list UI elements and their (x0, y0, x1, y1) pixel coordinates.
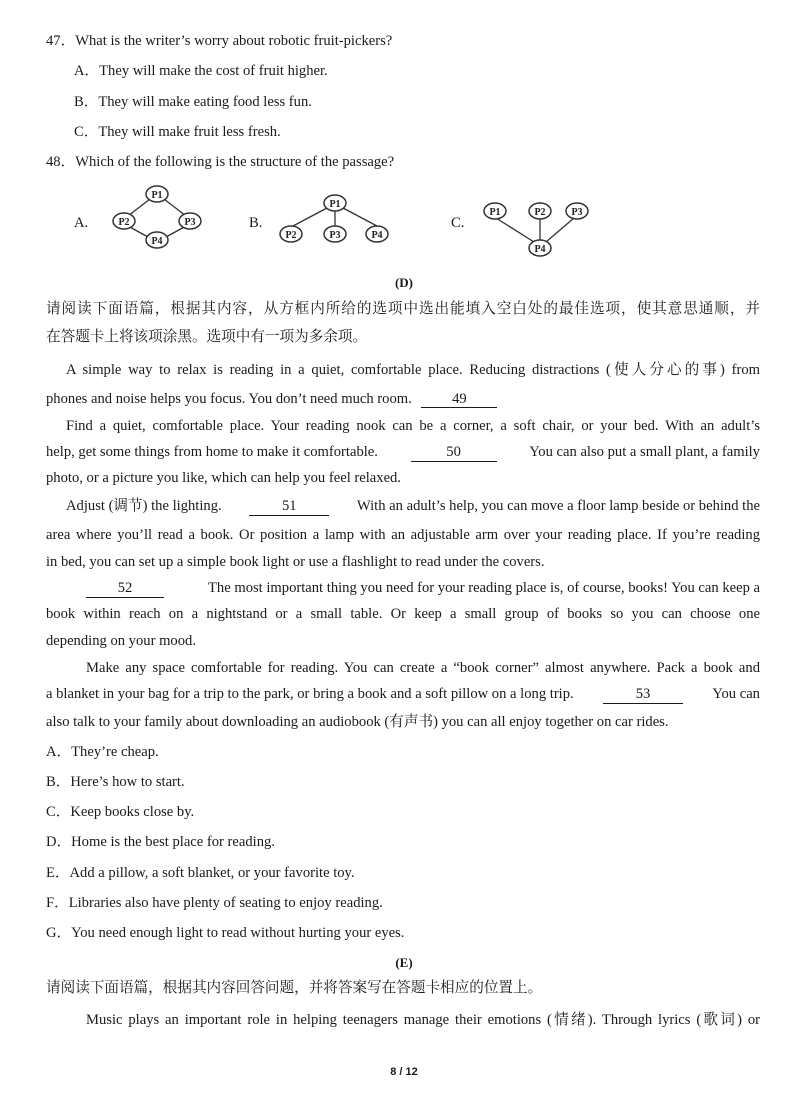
q47-option-a: A．They will make the cost of fruit higher. (74, 63, 328, 79)
q47-option-b: B．They will make eating food less fun. (74, 94, 312, 110)
diagram-b-node-3: P3 (329, 230, 341, 241)
passage-p4-line3: depending on your mood. (46, 633, 196, 649)
blank-52[interactable]: 52 (86, 580, 164, 598)
diagram-c-node-4: P4 (534, 244, 546, 255)
passage-p1-line2 (46, 391, 760, 409)
option-f: F．Libraries also have plenty of seating to enjoy reading. (46, 895, 383, 911)
structure-diagram-c (478, 198, 594, 268)
option-a: A．They’re cheap. (46, 744, 159, 760)
blank-51[interactable]: 51 (249, 498, 329, 516)
passage-text: phones and noise helps you focus. You don’t need much room. (46, 391, 412, 407)
option-b: B．Here’s how to start. (46, 774, 185, 790)
passage-p3-line3: in bed, you can set up a simple book light or use a flashlight to read under the covers. (46, 554, 545, 570)
passage-p2-line2 (46, 444, 760, 462)
section-e-heading: (E) (395, 955, 413, 970)
section-d-instruction-2: 在答题卡上将该项涂黑。选项中有一项为多余项。 (46, 329, 368, 345)
structure-diagram-a (110, 183, 210, 255)
q48-label-b: B. (249, 215, 263, 231)
blank-49[interactable]: 49 (421, 391, 497, 408)
option-e: E．Add a pillow, a soft blanket, or your favorite toy. (46, 865, 355, 881)
passage-p4-line1 (86, 580, 760, 598)
diagram-b-node-1: P1 (329, 199, 341, 210)
diagram-c-node-1: P1 (489, 207, 501, 218)
page-number: 8 / 12 (390, 1066, 418, 1078)
section-d-instruction-1: 请阅读下面语篇，根据其内容，从方框内所给的选项中选出能填入空白处的最佳选项，使其意思通顺，并 (46, 301, 760, 317)
diagram-b-node-2: P2 (285, 230, 297, 241)
option-g: G．You need enough light to read without hurting your eyes. (46, 925, 405, 941)
passage-p1-line1: A simple way to relax is reading in a quiet, comfortable place. Reducing distractions (使人分心的事) from (66, 362, 760, 378)
option-c: C．Keep books close by. (46, 804, 195, 820)
blank-50[interactable]: 50 (411, 444, 497, 462)
passage-text: a blanket in your bag for a trip to the park, or bring a book and a soft pillow on a long trip. (46, 686, 574, 702)
blank-53[interactable]: 53 (603, 686, 683, 704)
passage-text: You can also put a small plant, a family (529, 444, 760, 460)
passage-text: Adjust (调节) the lighting. (66, 498, 222, 514)
section-e-passage-start: Music plays an important role in helping teenagers manage their emotions (情绪). Through lyrics (歌词) or (86, 1012, 760, 1028)
diagram-c-node-2: P2 (534, 207, 546, 218)
passage-p4-line2: book within reach on a nightstand or a small table. Or keep a small group of books so you can choose one (46, 606, 760, 622)
passage-p3-line1 (66, 498, 760, 516)
option-d: D．Home is the best place for reading. (46, 834, 275, 850)
passage-text: You can (712, 686, 760, 702)
diagram-a-node-2: P2 (118, 217, 130, 228)
passage-text: The most important thing you need for your reading place is, of course, books! You can keep a (208, 580, 760, 596)
passage-p5-line2 (46, 686, 760, 704)
passage-p2-line1: Find a quiet, comfortable place. Your reading nook can be a corner, a soft chair, or your bed. With an adult’s (66, 418, 760, 434)
diagram-c-node-3: P3 (571, 207, 583, 218)
q48-label-c: C. (451, 215, 465, 231)
q47-stem: 47．What is the writer’s worry about robotic fruit-pickers? (46, 33, 393, 49)
passage-p5-line1: Make any space comfortable for reading. You can create a “book corner” almost anywhere. Pack a book and (86, 660, 760, 676)
passage-text: help, get some things from home to make it comfortable. (46, 444, 378, 460)
diagram-a-node-3: P3 (184, 217, 196, 228)
passage-p5-line3: also talk to your family about downloading an audiobook (有声书) you can all enjoy together on car rides. (46, 714, 669, 730)
q48-label-a: A. (74, 215, 89, 231)
q48-stem: 48．Which of the following is the structure of the passage? (46, 154, 395, 170)
q47-option-c: C．They will make fruit less fresh. (74, 124, 281, 140)
passage-p2-line3: photo, or a picture you like, which can help you feel relaxed. (46, 470, 401, 486)
section-e-instruction: 请阅读下面语篇，根据其内容回答问题，并将答案写在答题卡相应的位置上。 (46, 980, 543, 996)
passage-p3-line2: area where you’ll read a book. Or position a lamp with an adjustable arm over your reading place. If you’re reading (46, 527, 760, 543)
section-d-heading: (D) (394, 275, 414, 290)
diagram-b-node-4: P4 (371, 230, 383, 241)
diagram-a-node-1: P1 (151, 190, 163, 201)
structure-diagram-b (275, 192, 395, 254)
passage-text: With an adult’s help, you can move a floor lamp beside or behind the (356, 498, 760, 514)
diagram-a-node-4: P4 (151, 236, 163, 247)
